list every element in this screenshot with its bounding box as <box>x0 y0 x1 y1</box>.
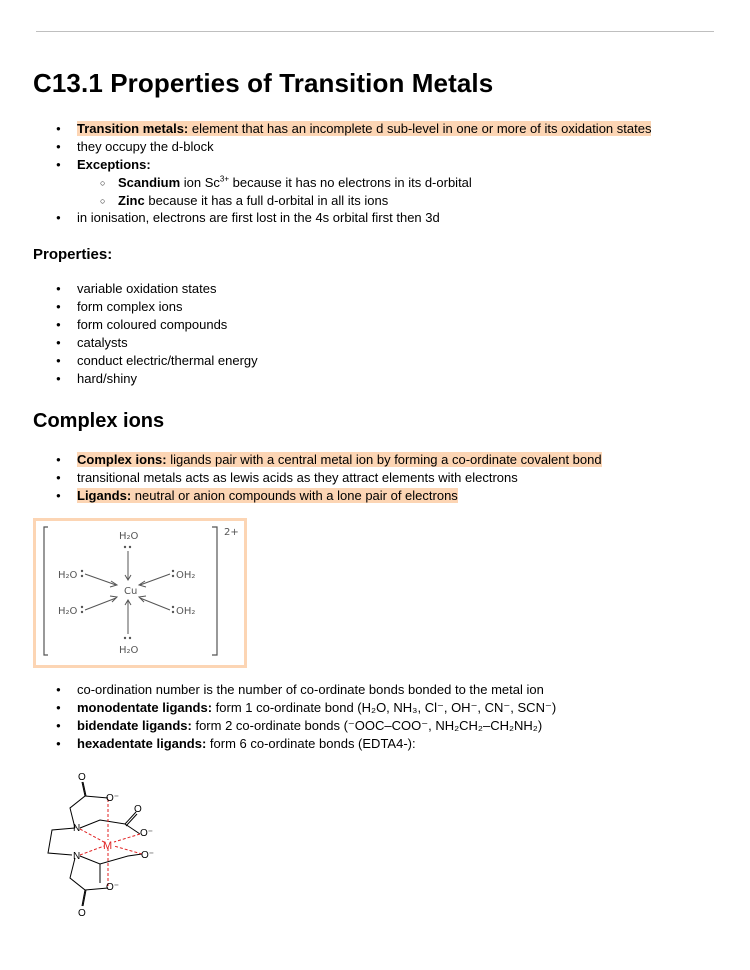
list-item: ● in ionisation, electrons are first lost in the 4s orbital first then 3d <box>56 209 440 227</box>
charge-label: 2+ <box>224 527 239 538</box>
list-item: ● they occupy the d-block <box>56 138 651 156</box>
ligands-list <box>56 681 556 753</box>
complex-ion-figure <box>33 518 247 668</box>
text: because it has no electrons in its d-orbital <box>229 175 472 190</box>
properties-heading: Properties: <box>33 246 113 263</box>
term-label: Complex ions: <box>77 452 167 467</box>
ligand-left-lower: H₂O <box>58 606 78 617</box>
list-item: ● conduct electric/thermal energy <box>56 352 258 370</box>
ligand-left-upper: H₂O <box>58 570 78 581</box>
exceptions-label: Exceptions: <box>77 157 151 172</box>
list-item <box>56 451 602 469</box>
term-label: hexadentate ligands: <box>77 736 207 751</box>
text: ion Sc <box>180 175 220 190</box>
ligand-right-lower: OH₂ <box>176 606 196 617</box>
left-bracket <box>44 527 48 655</box>
oxygen-label: O⁻ <box>106 882 120 893</box>
complex-list <box>56 451 602 505</box>
charge-superscript: 3+ <box>219 174 229 184</box>
intro-list-cont <box>56 209 440 227</box>
bond-arrow <box>85 598 116 610</box>
list-item <box>100 174 472 192</box>
oxygen-label: O⁻ <box>106 793 120 804</box>
edta-structure <box>40 768 170 918</box>
properties-list <box>56 280 258 388</box>
term-definition: form 6 co-ordinate bonds (EDTA4-): <box>206 736 416 751</box>
list-item <box>56 699 556 717</box>
bond-arrow <box>140 598 170 610</box>
list-item <box>56 156 651 174</box>
right-bracket <box>212 527 217 655</box>
element-name: Scandium <box>118 175 181 190</box>
intro-list <box>56 120 651 174</box>
oxygen-label: O⁻ <box>140 828 154 839</box>
list-item <box>56 487 602 505</box>
complex-ions-heading: Complex ions <box>33 410 165 432</box>
oxygen-label: O <box>78 772 86 783</box>
list-item: ● variable oxidation states <box>56 280 258 298</box>
term-definition: form 2 co-ordinate bonds (⁻OOC–COO⁻, NH₂CH₂–CH₂NH₂) <box>191 718 543 733</box>
oxygen-label: O <box>134 804 142 815</box>
exceptions-list <box>100 174 472 210</box>
term-definition: element that has an incomplete d sub-level in one or more of its oxidation states <box>188 121 652 136</box>
complex-ion-diagram <box>36 521 244 665</box>
term-definition: neutral or anion compounds with a lone pair of electrons <box>131 488 458 503</box>
list-item: ● catalysts <box>56 334 258 352</box>
page-title: C13.1 Properties of Transition Metals <box>33 68 494 98</box>
oxygen-label: O⁻ <box>141 850 155 861</box>
term-label: Ligands: <box>77 488 132 503</box>
oxygen-label: O <box>78 908 86 918</box>
list-item: ● form complex ions <box>56 298 258 316</box>
list-item <box>56 717 556 735</box>
term-definition: form 1 co-ordinate bond (H₂O, NH₃, Cl⁻, OH⁻, CN⁻, SCN⁻) <box>212 700 557 715</box>
term-definition: ligands pair with a central metal ion by forming a co-ordinate covalent bond <box>166 452 602 467</box>
metal-label: Cu <box>124 586 138 597</box>
top-divider <box>36 31 714 32</box>
nitrogen-label: N <box>73 823 81 834</box>
list-item: ● co-ordination number is the number of co-ordinate bonds bonded to the metal ion <box>56 681 556 699</box>
bond-arrow <box>140 574 170 585</box>
list-item: ● transitional metals acts as lewis acids as they attract elements with electrons <box>56 469 602 487</box>
list-item: ● form coloured compounds <box>56 316 258 334</box>
text: because it has a full d-orbital in all its ions <box>144 193 389 208</box>
element-name: Zinc <box>118 193 145 208</box>
term-label: bidendate ligands: <box>77 718 192 733</box>
ligand-bottom: H₂O <box>119 645 139 656</box>
list-item <box>56 120 651 138</box>
term-label: Transition metals: <box>77 121 189 136</box>
term-label: monodentate ligands: <box>77 700 213 715</box>
metal-label: M <box>103 840 113 852</box>
list-item <box>56 735 556 753</box>
nitrogen-label: N <box>73 851 81 862</box>
ligand-top: H₂O <box>119 531 139 542</box>
ligand-right-upper: OH₂ <box>176 570 196 581</box>
list-item: ● hard/shiny <box>56 370 258 388</box>
bond-arrow <box>85 574 116 585</box>
list-item <box>100 192 472 210</box>
